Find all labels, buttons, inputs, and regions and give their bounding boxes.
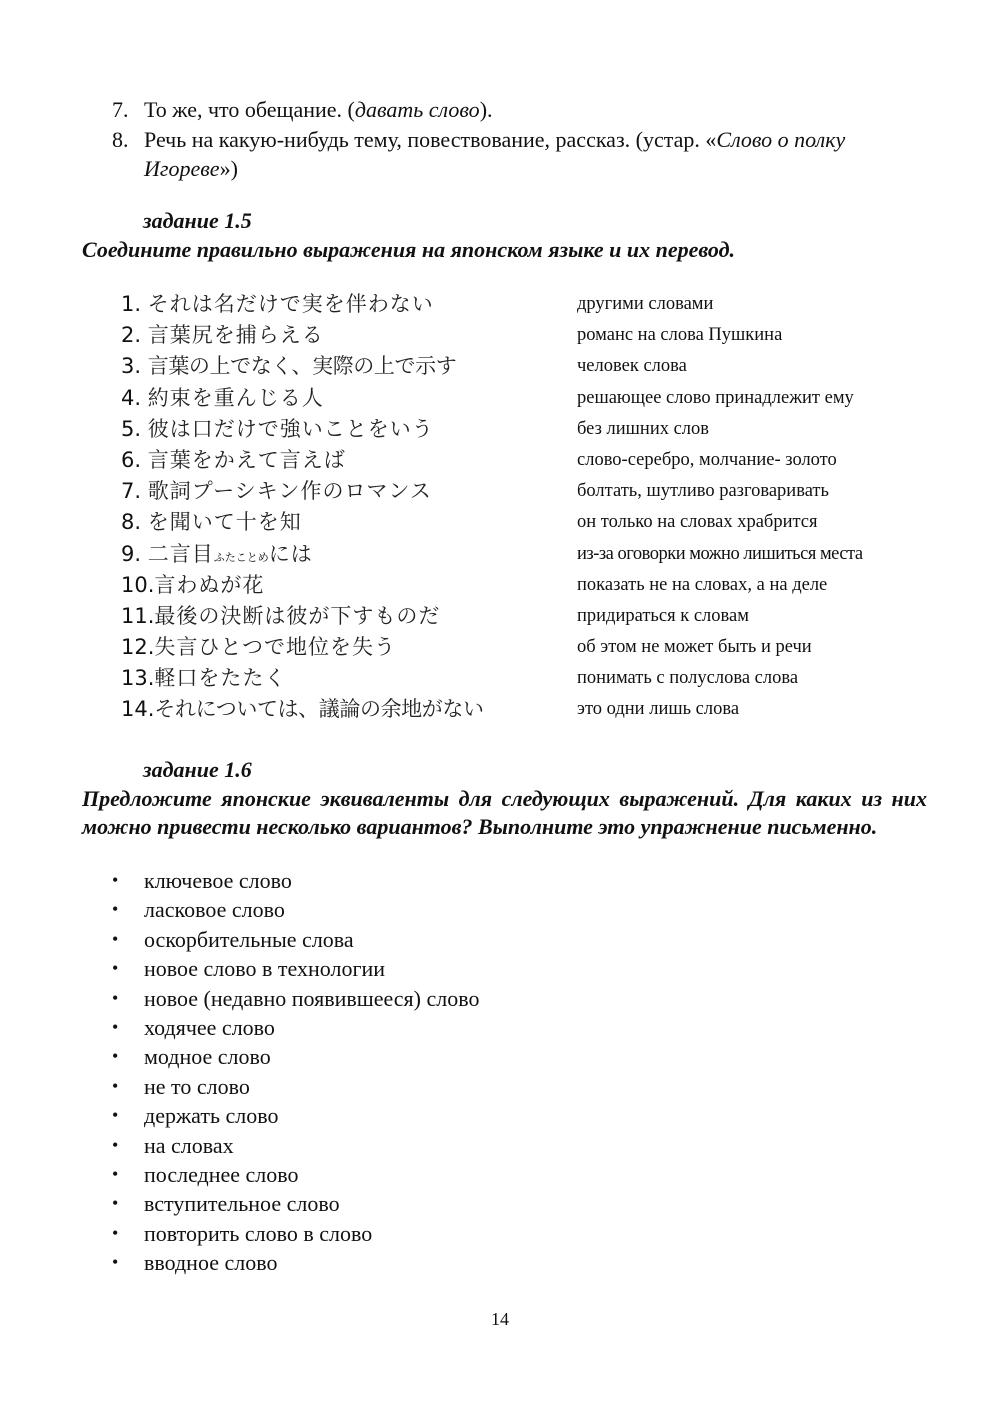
expression-text: 言葉尻を捕らえる bbox=[147, 323, 324, 348]
russian-translation: без лишних слов bbox=[577, 418, 710, 439]
russian-translation: из-за оговорки можно лишиться места bbox=[577, 543, 863, 564]
expression-text: 約束を重んじる人 bbox=[147, 385, 324, 410]
bullet-icon: • bbox=[112, 870, 119, 890]
expression-number: 9. bbox=[121, 541, 148, 566]
bullet-icon: • bbox=[112, 958, 119, 979]
russian-translation: болтать, шутливо разговаривать bbox=[577, 481, 829, 502]
russian-translation: романс на слова Пушкина bbox=[577, 325, 783, 346]
japanese-expression-column bbox=[121, 289, 571, 726]
expression-number: 10. bbox=[121, 572, 155, 597]
list-item-text: оскорбительные слова bbox=[144, 926, 354, 952]
page-number: 14 bbox=[491, 1309, 509, 1329]
expression-number: 6. bbox=[121, 447, 148, 472]
japanese-expression bbox=[121, 476, 571, 507]
list-item bbox=[112, 1013, 479, 1042]
definition-text-plain: Речь на какую-нибудь тему, повествование, рассказ. (устар. « bbox=[144, 127, 717, 152]
expression-text: を聞いて十を知 bbox=[147, 510, 302, 535]
definition-text-after: ») bbox=[219, 156, 238, 181]
bullet-icon: • bbox=[112, 1016, 119, 1037]
expression-text: 言葉をかえて言えば bbox=[147, 447, 346, 472]
japanese-expression bbox=[121, 414, 571, 445]
japanese-expression bbox=[121, 320, 571, 351]
definition-number: 7. bbox=[112, 97, 129, 122]
expression-text: 言葉の上でなく、実際の上で示す bbox=[147, 354, 457, 379]
russian-translation: показать не на словах, а на деле bbox=[577, 574, 828, 595]
list-item bbox=[112, 1072, 479, 1101]
list-item-text: ласковое слово bbox=[144, 897, 285, 923]
japanese-expression bbox=[121, 351, 571, 382]
russian-translation-column bbox=[577, 289, 977, 726]
list-item bbox=[112, 1042, 479, 1071]
definition-text bbox=[144, 125, 942, 183]
list-item-text: новое слово в технологии bbox=[144, 956, 386, 982]
expression-text: 最後の決断は彼が下すものだ bbox=[154, 603, 441, 628]
definition-text-plain: То же, что обещание. ( bbox=[144, 97, 355, 122]
russian-translation: решающее слово принадлежит ему bbox=[577, 387, 854, 408]
japanese-expression bbox=[121, 445, 571, 476]
bullet-icon: • bbox=[112, 1105, 119, 1126]
list-item-text: ходячее слово bbox=[144, 1014, 275, 1040]
list-item-text: ключевое слово bbox=[144, 868, 292, 893]
bullet-icon: • bbox=[112, 987, 119, 1008]
expression-number: 5. bbox=[121, 416, 148, 441]
list-item-text: вводное слово bbox=[144, 1250, 278, 1276]
list-item-text: вступительное слово bbox=[144, 1191, 340, 1217]
russian-translation: другими словами bbox=[577, 294, 714, 314]
list-item-text: не то слово bbox=[144, 1073, 250, 1099]
russian-translation: придираться к словам bbox=[577, 605, 749, 626]
list-item-text: держать слово bbox=[144, 1103, 279, 1129]
expression-text: 歌詞プーシキン作のロマンス bbox=[147, 479, 432, 504]
task-1-6-title: задание 1.6 bbox=[143, 757, 252, 782]
bullet-icon: • bbox=[112, 1222, 119, 1243]
japanese-expression bbox=[121, 383, 571, 414]
list-item bbox=[112, 866, 479, 895]
russian-translation: он только на словах храбрится bbox=[577, 512, 818, 533]
definition-text bbox=[144, 95, 942, 124]
expression-number: 1. bbox=[121, 292, 148, 316]
russian-translation: человек слова bbox=[577, 356, 687, 377]
list-item bbox=[112, 1219, 479, 1248]
bullet-icon: • bbox=[112, 928, 119, 949]
list-item bbox=[112, 925, 479, 954]
bullet-icon: • bbox=[112, 1075, 119, 1096]
list-item bbox=[112, 895, 479, 924]
expression-number: 11. bbox=[121, 603, 155, 628]
expression-text: 二言目 bbox=[147, 541, 214, 566]
bullet-icon: • bbox=[112, 1252, 119, 1273]
expression-text: 言わぬが花 bbox=[154, 572, 265, 597]
japanese-expression bbox=[121, 539, 571, 570]
definition-text-italic: давать слово bbox=[354, 97, 480, 122]
bullet-icon: • bbox=[112, 1046, 119, 1067]
definition-item bbox=[112, 125, 942, 183]
russian-translation: понимать с полуслова слова bbox=[577, 668, 799, 689]
list-item-text: повторить слово в слово bbox=[144, 1220, 373, 1246]
bullet-icon: • bbox=[112, 1193, 119, 1214]
japanese-expression bbox=[121, 601, 571, 632]
expression-text-after: には bbox=[268, 541, 313, 566]
list-item-text: последнее слово bbox=[144, 1161, 299, 1187]
expression-number: 7. bbox=[121, 479, 148, 504]
expression-number: 3. bbox=[121, 354, 148, 379]
japanese-expression bbox=[121, 663, 571, 694]
japanese-expression bbox=[121, 694, 571, 725]
task-1-6-instruction: Предложите японские эквиваленты для следующих выражений. Для каких из них можно привести несколько вариантов? Выполните это упражнение письменно. bbox=[82, 786, 927, 839]
list-item bbox=[112, 1248, 479, 1277]
list-item bbox=[112, 954, 479, 983]
definition-number: 8. bbox=[112, 127, 129, 152]
bullet-icon: • bbox=[112, 1134, 119, 1155]
expression-text: それは名だけで実を伴わない bbox=[147, 292, 434, 316]
japanese-expression bbox=[121, 570, 571, 601]
list-item-text: модное слово bbox=[144, 1044, 271, 1070]
expression-text: 彼は口だけで強いことをいう bbox=[147, 416, 434, 441]
definition-text-after: ). bbox=[479, 97, 493, 122]
expression-number: 4. bbox=[121, 385, 148, 410]
list-item bbox=[112, 984, 479, 1013]
expression-text: 失言ひとつで地位を失う bbox=[154, 635, 396, 660]
expression-bullet-list bbox=[112, 866, 479, 1277]
russian-translation: об этом не может быть и речи bbox=[577, 637, 812, 658]
list-item bbox=[112, 1189, 479, 1218]
expression-text: 軽口をたたく bbox=[154, 666, 287, 691]
list-item-text: на словах bbox=[144, 1132, 234, 1158]
expression-ruby: ふたことめ bbox=[213, 550, 269, 564]
bullet-icon: • bbox=[112, 1163, 119, 1184]
definition-item bbox=[112, 95, 942, 124]
expression-number: 12. bbox=[121, 635, 155, 660]
russian-translation: это одни лишь слова bbox=[577, 699, 740, 720]
expression-number: 2. bbox=[121, 323, 148, 348]
expression-number: 13. bbox=[121, 666, 155, 691]
bullet-icon: • bbox=[112, 899, 119, 920]
list-item bbox=[112, 1101, 479, 1130]
definition-text-italic: Слово о полку Игореве bbox=[144, 127, 846, 181]
russian-translation: слово-серебро, молчание- золото bbox=[577, 449, 837, 470]
list-item bbox=[112, 1131, 479, 1160]
task-1-5-title: задание 1.5 bbox=[143, 208, 252, 233]
japanese-expression bbox=[121, 632, 571, 663]
task-1-5-instruction: Соедините правильно выражения на японском языке и их перевод. bbox=[82, 237, 736, 262]
list-item bbox=[112, 1160, 479, 1189]
japanese-expression bbox=[121, 507, 571, 538]
list-item-text: новое (недавно появившееся) слово bbox=[144, 985, 480, 1011]
japanese-expression bbox=[121, 289, 571, 320]
definition-list bbox=[112, 95, 942, 183]
expression-number: 14. bbox=[121, 697, 155, 722]
expression-number: 8. bbox=[121, 510, 148, 535]
expression-text: それについては、議論の余地がない bbox=[154, 697, 484, 722]
